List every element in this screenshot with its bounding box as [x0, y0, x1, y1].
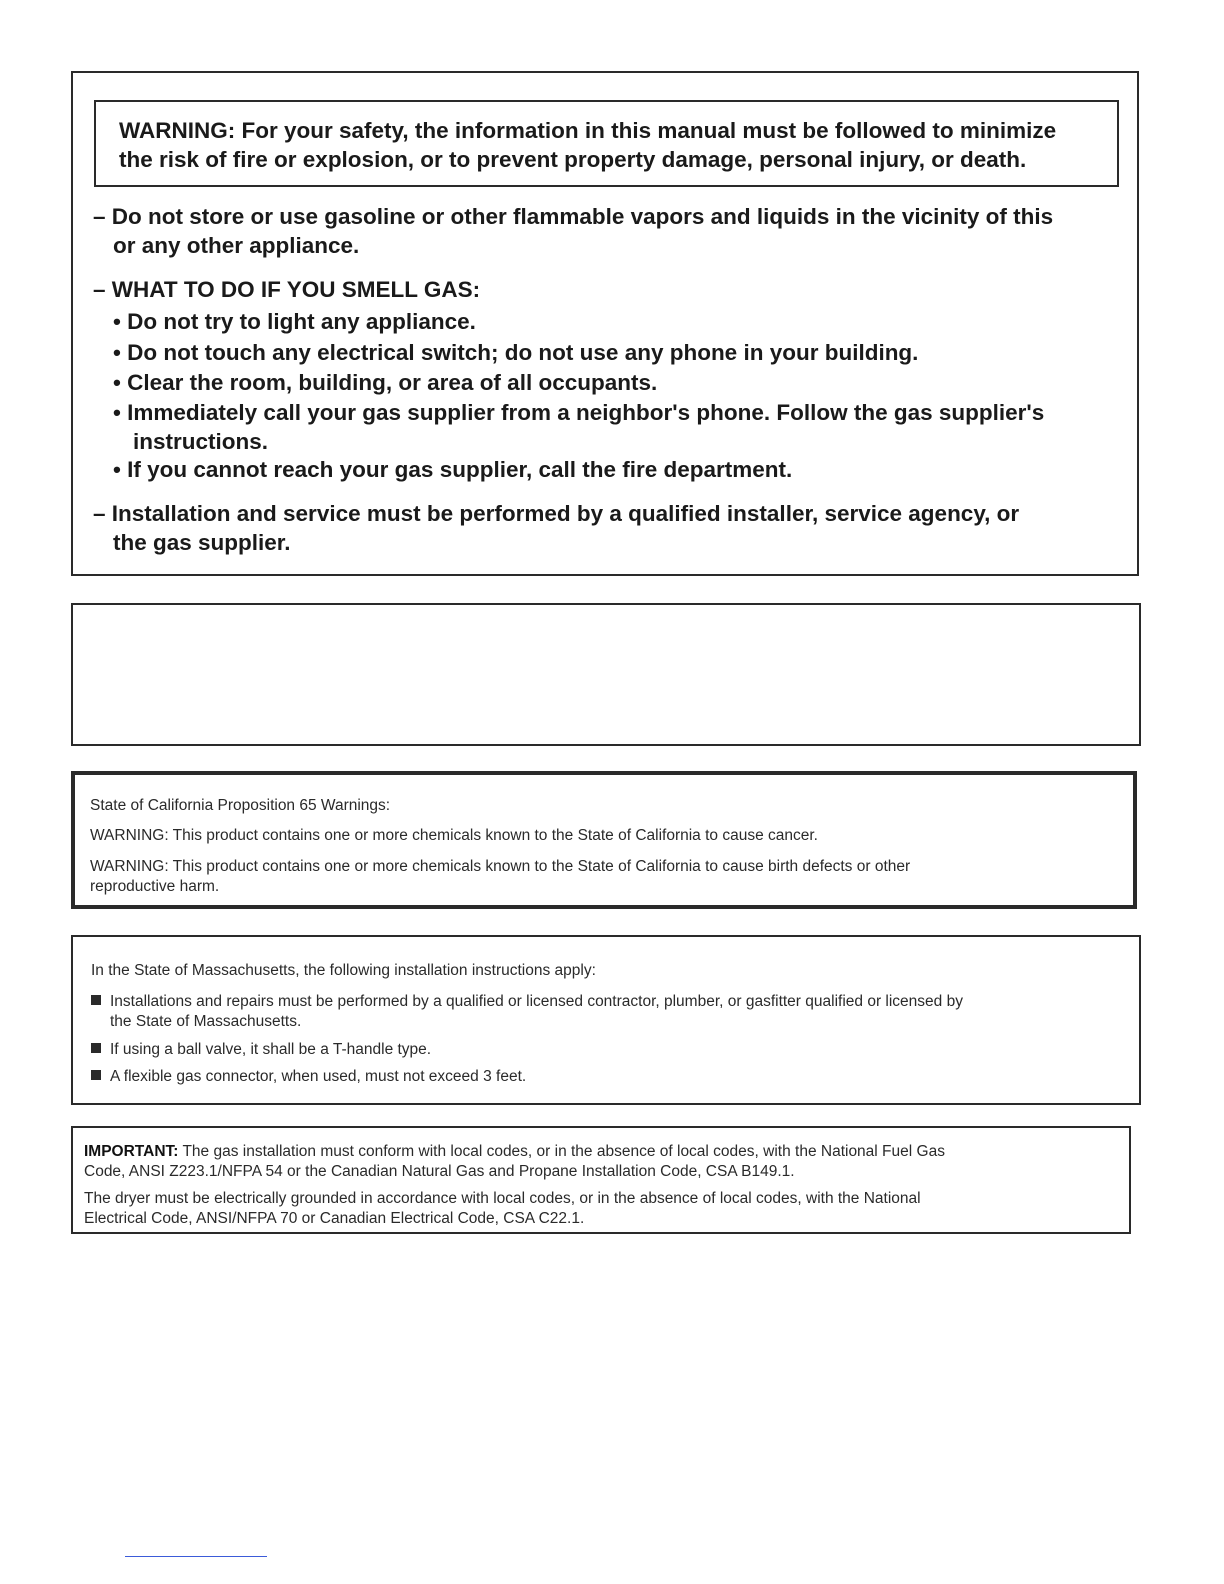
birth-defects-line-1: WARNING: This product contains one or more chemicals known to the State of California to cause birth defects or other	[90, 858, 911, 875]
square-bullet-icon	[91, 995, 101, 1005]
warning-line-1: WARNING: For your safety, the information in this manual must be followed to minimize	[119, 118, 1057, 143]
grounding-line-2: Electrical Code, ANSI/NFPA 70 or Canadian Electrical Code, CSA C22.1.	[84, 1210, 585, 1227]
bullet-call-supplier	[113, 398, 1044, 456]
important-electrical-grounding	[84, 1189, 921, 1229]
massachusetts-item-licensed	[91, 992, 963, 1032]
prop65-cancer-warning: WARNING: This product contains one or more chemicals known to the State of California to cause cancer.	[90, 827, 818, 844]
square-bullet-icon	[91, 1070, 101, 1080]
footer-rule	[125, 1556, 267, 1557]
blank-box	[71, 603, 1141, 746]
prop65-box	[71, 771, 1137, 909]
smell-gas-heading: – WHAT TO DO IF YOU SMELL GAS:	[93, 277, 481, 302]
call-supplier-line-1: • Immediately call your gas supplier from a neighbor's phone. Follow the gas supplier's	[113, 400, 1045, 425]
bullet-clear-room: • Clear the room, building, or area of all occupants.	[113, 370, 658, 395]
gas-connector-text: A flexible gas connector, when used, must not exceed 3 feet.	[110, 1068, 527, 1085]
installation-line-2: the gas supplier.	[113, 530, 291, 555]
bullet-fire-department: • If you cannot reach your gas supplier, call the fire department.	[113, 457, 793, 482]
square-bullet-icon	[91, 1043, 101, 1053]
massachusetts-item-ball-valve	[91, 1040, 431, 1060]
licensed-line-1: Installations and repairs must be performed by a qualified or licensed contractor, plumber, or gasfitter qualified or licensed by	[110, 993, 963, 1010]
safety-warning-box	[71, 71, 1139, 576]
gas-installation-line-1: The gas installation must conform with local codes, or in the absence of local codes, with the National Fuel Gas	[178, 1143, 945, 1160]
massachusetts-item-gas-connector	[91, 1067, 526, 1087]
massachusetts-intro: In the State of Massachusetts, the following installation instructions apply:	[91, 962, 596, 979]
flammable-vapors-item	[93, 202, 1053, 260]
ball-valve-text: If using a ball valve, it shall be a T-handle type.	[110, 1041, 432, 1058]
bullet-light-appliance: • Do not try to light any appliance.	[113, 309, 476, 334]
bullet-electrical-switch: • Do not touch any electrical switch; do not use any phone in your building.	[113, 340, 919, 365]
call-supplier-line-2: instructions.	[133, 429, 269, 454]
gas-installation-line-2: Code, ANSI Z223.1/NFPA 54 or the Canadian Natural Gas and Propane Installation Code, CSA B149.1.	[84, 1163, 795, 1180]
important-label: IMPORTANT:	[84, 1143, 179, 1160]
massachusetts-box	[71, 935, 1141, 1105]
installation-line-1: – Installation and service must be performed by a qualified installer, service agency, or	[93, 501, 1020, 526]
grounding-line-1: The dryer must be electrically grounded in accordance with local codes, or in the absence of local codes, with the National	[84, 1190, 921, 1207]
important-box	[71, 1126, 1131, 1234]
licensed-line-2: the State of Massachusetts.	[110, 1013, 302, 1030]
warning-line-2: the risk of fire or explosion, or to prevent property damage, personal injury, or death.	[119, 147, 1027, 172]
fire-explosion-warning	[94, 100, 1119, 187]
flammable-line-1: – Do not store or use gasoline or other flammable vapors and liquids in the vicinity of this	[93, 204, 1054, 229]
prop65-birth-defects-warning	[90, 857, 910, 897]
birth-defects-line-2: reproductive harm.	[90, 878, 220, 895]
important-gas-installation	[84, 1142, 945, 1182]
flammable-line-2: or any other appliance.	[113, 233, 360, 258]
prop65-title: State of California Proposition 65 Warnings:	[90, 797, 391, 814]
installation-service-item	[93, 499, 1019, 557]
